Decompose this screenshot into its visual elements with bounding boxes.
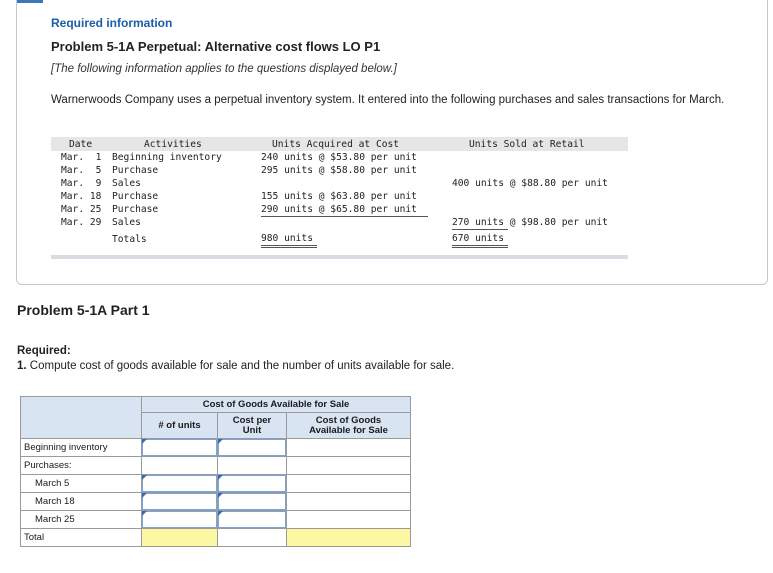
beginning-cost-per-unit-input[interactable] [218, 439, 287, 457]
col-header-date: Date [69, 139, 93, 150]
question-text: Compute cost of goods available for sale and the number of units available for sale. [29, 360, 455, 372]
problem-title: Problem 5-1A Perpetual: Alternative cost flows LO P1 [51, 39, 381, 54]
label-column-header [21, 397, 142, 439]
row-activity: Sales [112, 217, 141, 228]
question-number: 1. [17, 360, 27, 372]
row-activity: Purchase [112, 191, 159, 202]
totals-acquired-double-underline [261, 245, 317, 246]
required-question [17, 360, 454, 372]
problem-description: Warnerwoods Company uses a perpetual inventory system. It entered into the following purchases and sales transactions for March. [51, 94, 725, 106]
col-header-cogs [287, 413, 411, 439]
march25-units-input[interactable] [142, 511, 218, 529]
row-date: Mar. 29 [61, 217, 102, 228]
totals-acquired-double-underline-2 [261, 247, 317, 248]
purchases-cost-cell [218, 457, 287, 475]
required-heading: Required: [17, 345, 71, 357]
cost-per-line-1: Cost per [232, 414, 272, 426]
row-activity: Purchase [112, 204, 159, 215]
row-sold: 270 units @ $98.80 per unit [452, 217, 608, 228]
col-header-cost-per-unit [218, 413, 287, 439]
purchases-units-cell [142, 457, 218, 475]
totals-sold: 670 units [452, 233, 504, 244]
row-acquired: 295 units @ $58.80 per unit [261, 165, 417, 176]
cogs-table-title: Cost of Goods Available for Sale [142, 397, 411, 413]
row-date: Mar. 5 [61, 165, 102, 176]
totals-acquired: 980 units [261, 233, 313, 244]
row-sold: 400 units @ $88.80 per unit [452, 178, 608, 189]
required-information-label: Required information [51, 16, 173, 30]
march5-cogs-cell [287, 475, 411, 493]
row-activity: Sales [112, 178, 141, 189]
col-header-acquired: Units Acquired at Cost [272, 139, 400, 150]
row-date: Mar. 25 [61, 204, 102, 215]
sold-underline [452, 229, 508, 230]
cogs-line-2: Available for Sale [309, 424, 388, 436]
problem-note: [The following information applies to the questions displayed below.] [51, 63, 397, 75]
cogs-worksheet-table [20, 396, 411, 547]
row-label-march-5: March 5 [21, 475, 142, 493]
row-acquired: 155 units @ $63.80 per unit [261, 191, 417, 202]
cogs-line-1: Cost of Goods [315, 414, 382, 426]
march5-units-input[interactable] [142, 475, 218, 493]
march18-units-input[interactable] [142, 493, 218, 511]
row-label-total: Total [21, 529, 142, 547]
row-label-march-18: March 18 [21, 493, 142, 511]
purchases-cogs-cell [287, 457, 411, 475]
totals-label: Totals [112, 234, 147, 245]
march25-cost-per-unit-input[interactable] [218, 511, 287, 529]
col-header-units: # of units [142, 413, 218, 439]
panel-corner-accent [17, 0, 43, 8]
row-date: Mar. 1 [61, 152, 102, 163]
row-acquired: 290 units @ $65.80 per unit [261, 204, 417, 215]
acquired-underline [261, 216, 428, 217]
row-acquired: 240 units @ $53.80 per unit [261, 152, 417, 163]
total-cost-per-unit-cell [218, 529, 287, 547]
cost-per-line-2: Unit [242, 424, 262, 436]
row-label-purchases: Purchases: [21, 457, 142, 475]
part-title: Problem 5-1A Part 1 [17, 302, 150, 318]
row-date: Mar. 18 [61, 191, 102, 202]
col-header-activities: Activities [144, 139, 202, 150]
row-label-march-25: March 25 [21, 511, 142, 529]
total-units-cell [142, 529, 218, 547]
row-label-beginning-inventory: Beginning inventory [21, 439, 142, 457]
row-activity: Beginning inventory [112, 152, 222, 163]
row-activity: Purchase [112, 165, 159, 176]
march5-cost-per-unit-input[interactable] [218, 475, 287, 493]
march18-cost-per-unit-input[interactable] [218, 493, 287, 511]
table-bottom-bar [51, 255, 628, 259]
totals-sold-double-underline [452, 245, 508, 246]
beginning-units-input[interactable] [142, 439, 218, 457]
total-cogs-cell [287, 529, 411, 547]
march18-cogs-cell [287, 493, 411, 511]
col-header-sold: Units Sold at Retail [469, 139, 585, 150]
row-date: Mar. 9 [61, 178, 102, 189]
beginning-cogs-cell [287, 439, 411, 457]
march25-cogs-cell [287, 511, 411, 529]
totals-sold-double-underline-2 [452, 247, 508, 248]
